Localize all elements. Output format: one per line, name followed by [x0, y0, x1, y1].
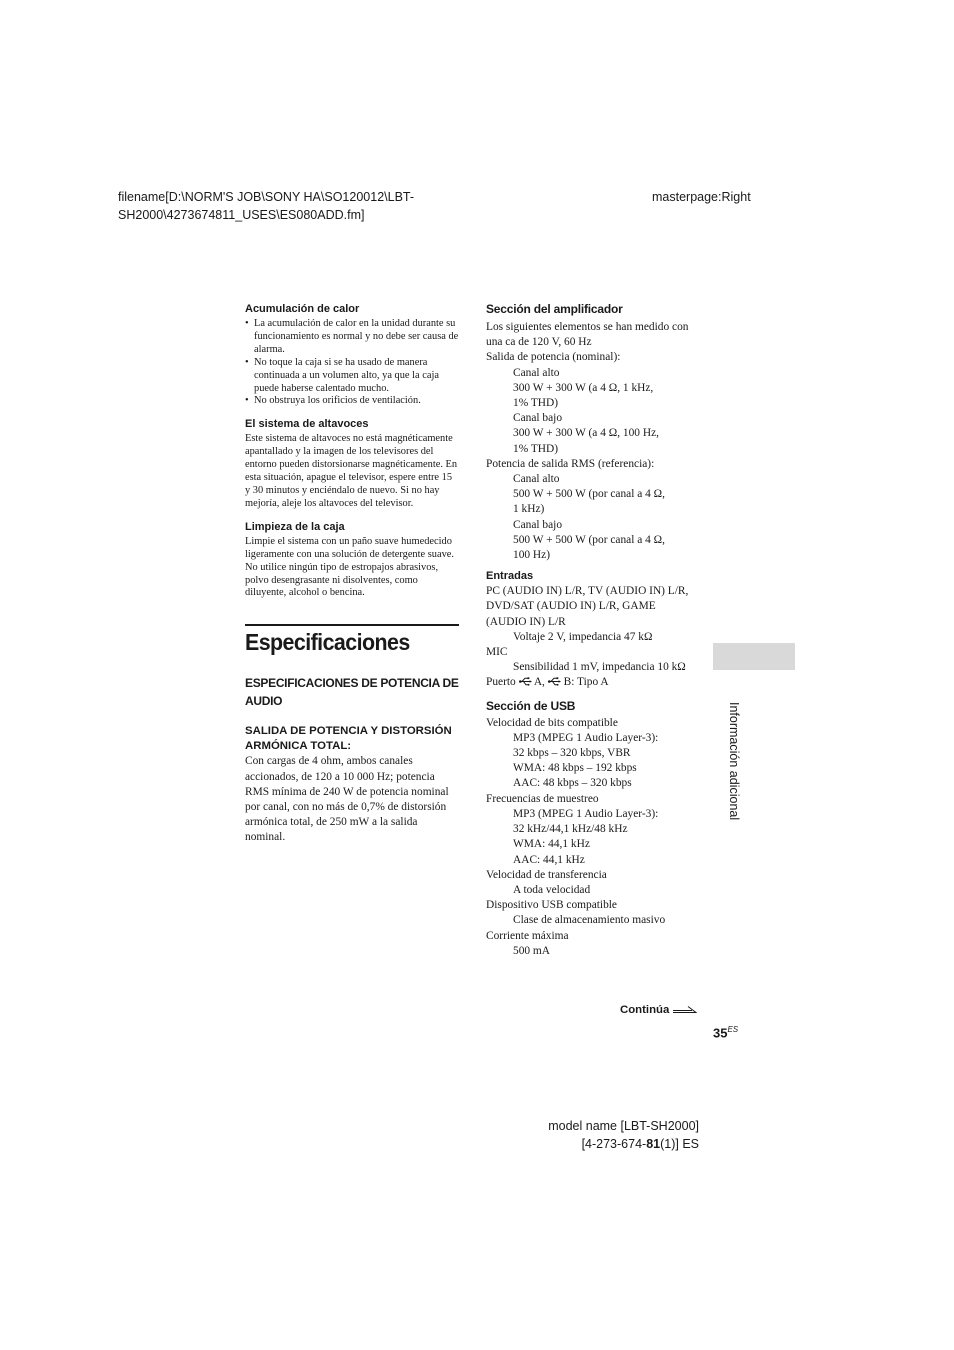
usb-transfer-label: Velocidad de transferencia	[486, 868, 607, 881]
usb-bitrate-mp3-value: 32 kbps – 320 kbps, VBR	[513, 747, 631, 760]
usb-sampling-aac: AAC: 44,1 kHz	[513, 853, 585, 866]
usb-sampling-label: Frecuencias de muestreo	[486, 792, 599, 805]
footer-code-pre: [4-273-674-	[581, 1137, 647, 1151]
usb-bitrate-wma: WMA: 48 kbps – 192 kbps	[513, 762, 637, 775]
title-rule	[245, 624, 459, 626]
amp-rms-low-label: Canal bajo	[513, 518, 563, 531]
amp-nominal-low-value-cont: 1% THD)	[513, 442, 559, 455]
cleaning-text: Limpie el sistema con un paño suave humedecido ligeramente con una solución de detergente suave.	[245, 535, 454, 560]
usb-sampling-mp3-label: MP3 (MPEG 1 Audio Layer-3):	[513, 807, 659, 820]
inputs-title: Entradas	[486, 570, 534, 583]
header-filename-line1: filename[D:\NORM'S JOB\SONY HA\SO120012\LBT-	[118, 190, 415, 204]
amp-rms-label: Potencia de salida RMS (referencia):	[486, 457, 655, 470]
cleaning-title: Limpieza de la caja	[245, 520, 345, 533]
footer-code-bold: 81	[646, 1137, 661, 1151]
continues-label: Continúa	[620, 1004, 670, 1016]
header-masterpage: masterpage:Right	[652, 190, 751, 204]
amp-intro: Los siguientes elementos se han medido con una ca de 120 V, 60 Hz	[486, 321, 689, 349]
usb-sampling-wma: WMA: 44,1 kHz	[513, 838, 590, 851]
page-number-value: 35	[713, 1025, 728, 1041]
amp-nominal-low-value: 300 W + 300 W (a 4 Ω, 100 Hz,	[513, 427, 659, 440]
inputs-port	[486, 675, 702, 690]
header-filename-line2: SH2000\4273674811_USES\ES080ADD.fm]	[118, 208, 365, 222]
page-title: Especificaciones	[245, 629, 410, 656]
usb-icon	[548, 677, 561, 686]
usb-bitrate-mp3-label: MP3 (MPEG 1 Audio Layer-3):	[513, 731, 659, 744]
usb-current-value: 500 mA	[513, 944, 551, 957]
cleaning-warning: No utilice ningún tipo de estropajos abrasivos, polvo desengrasante ni disolventes, como diluyente, alcohol o bencina.	[245, 561, 439, 599]
amp-nominal-high-label: Canal alto	[513, 366, 560, 379]
continues-indicator	[620, 1004, 697, 1016]
usb-bitrate-aac: AAC: 48 kbps – 320 kbps	[513, 777, 632, 790]
heat-bullet: • No obstruya los orificios de ventilación.	[245, 395, 459, 408]
amp-nominal-label: Salida de potencia (nominal):	[486, 351, 621, 364]
amp-rms-high-value-cont: 1 kHz)	[513, 503, 545, 516]
usb-device-label: Dispositivo USB compatible	[486, 899, 617, 912]
amp-nominal-high-value: 300 W + 300 W (a 4 Ω, 1 kHz,	[513, 381, 654, 394]
inputs-voltage: Voltaje 2 V, impedancia 47 kΩ	[513, 630, 653, 643]
amp-title: Sección del amplificador	[486, 302, 623, 316]
amp-rms-low-value-cont: 100 Hz)	[513, 549, 551, 562]
inputs-line: PC (AUDIO IN) L/R, TV (AUDIO IN) L/R,	[486, 585, 689, 598]
usb-bitrate-label: Velocidad de bits compatible	[486, 716, 618, 729]
usb-device-value: Clase de almacenamiento masivo	[513, 914, 666, 927]
heat-bullet-list	[245, 318, 459, 408]
footer-model	[548, 1117, 699, 1153]
heat-bullet: • La acumulación de calor en la unidad durante su funcionamiento es normal y no debe ser causa de alarma.	[245, 318, 459, 357]
section-side-label: Información adicional	[727, 702, 741, 821]
usb-current-label: Corriente máxima	[486, 929, 569, 942]
inputs-port-label: Puerto	[486, 676, 516, 689]
usb-icon	[519, 677, 532, 686]
usb-transfer-value: A toda velocidad	[513, 883, 591, 896]
amp-rms-high-value: 500 W + 500 W (por canal a 4 Ω,	[513, 488, 665, 501]
amp-rms-low-value: 500 W + 500 W (por canal a 4 Ω,	[513, 533, 665, 546]
inputs-port-a: A,	[533, 676, 545, 689]
arrow-right-icon	[673, 1005, 697, 1014]
right-column	[486, 302, 702, 959]
spec-heading: ESPECIFICACIONES DE POTENCIA DE AUDIO	[245, 676, 459, 709]
inputs-mic-label: MIC	[486, 646, 508, 659]
usb-section	[486, 716, 702, 959]
page-number-suffix: ES	[727, 1025, 739, 1034]
footer-code-line	[548, 1135, 699, 1153]
heat-title: Acumulación de calor	[245, 303, 360, 315]
usb-title: Sección de USB	[486, 698, 576, 713]
header-filename	[118, 188, 458, 224]
footer-code-post: (1)] ES	[660, 1137, 699, 1151]
speakers-title: El sistema de altavoces	[245, 418, 369, 431]
inputs-section	[486, 584, 702, 690]
amp-section	[486, 320, 702, 563]
inputs-port-b: B: Tipo A	[563, 676, 609, 689]
spec-text: Con cargas de 4 ohm, ambos canales accionados, de 120 a 10 000 Hz; potencia RMS mínima de 240 W de potencia nominal por canal, con no más de 0,7% de distorsión armónica total, de 250 mW a la salida nominal.	[245, 755, 449, 844]
left-column	[245, 302, 459, 846]
amp-nominal-high-value-cont: 1% THD)	[513, 397, 559, 410]
usb-sampling-mp3-value: 32 kHz/44,1 kHz/48 kHz	[513, 823, 628, 836]
amp-nominal-low-label: Canal bajo	[513, 412, 563, 425]
heat-bullet: • No toque la caja si se ha usado de manera continuada a un volumen alto, ya que la caja puede haberse calentado mucho.	[245, 357, 459, 396]
amp-rms-high-label: Canal alto	[513, 473, 560, 486]
inputs-line: (AUDIO IN) L/R	[486, 615, 566, 628]
spec-subheading: SALIDA DE POTENCIA Y DISTORSIÓN ARMÓNICA TOTAL:	[245, 725, 452, 753]
page-number	[713, 1025, 738, 1040]
inputs-line: DVD/SAT (AUDIO IN) L/R, GAME	[486, 600, 656, 613]
section-tab	[713, 643, 795, 670]
inputs-mic-value: Sensibilidad 1 mV, impedancia 10 kΩ	[513, 661, 686, 674]
speakers-text: Este sistema de altavoces no está magnéticamente apantallado y la imagen de los televisores del entorno pueden distorsionarse magnéticamente. En esta situación, apague el televisor, espere entre 15 y 30 minutos y enciéndalo de nuevo. Si no hay mejoría, aleje los altavoces del televisor.	[245, 433, 458, 509]
footer-model-line: model name [LBT-SH2000]	[548, 1119, 699, 1133]
